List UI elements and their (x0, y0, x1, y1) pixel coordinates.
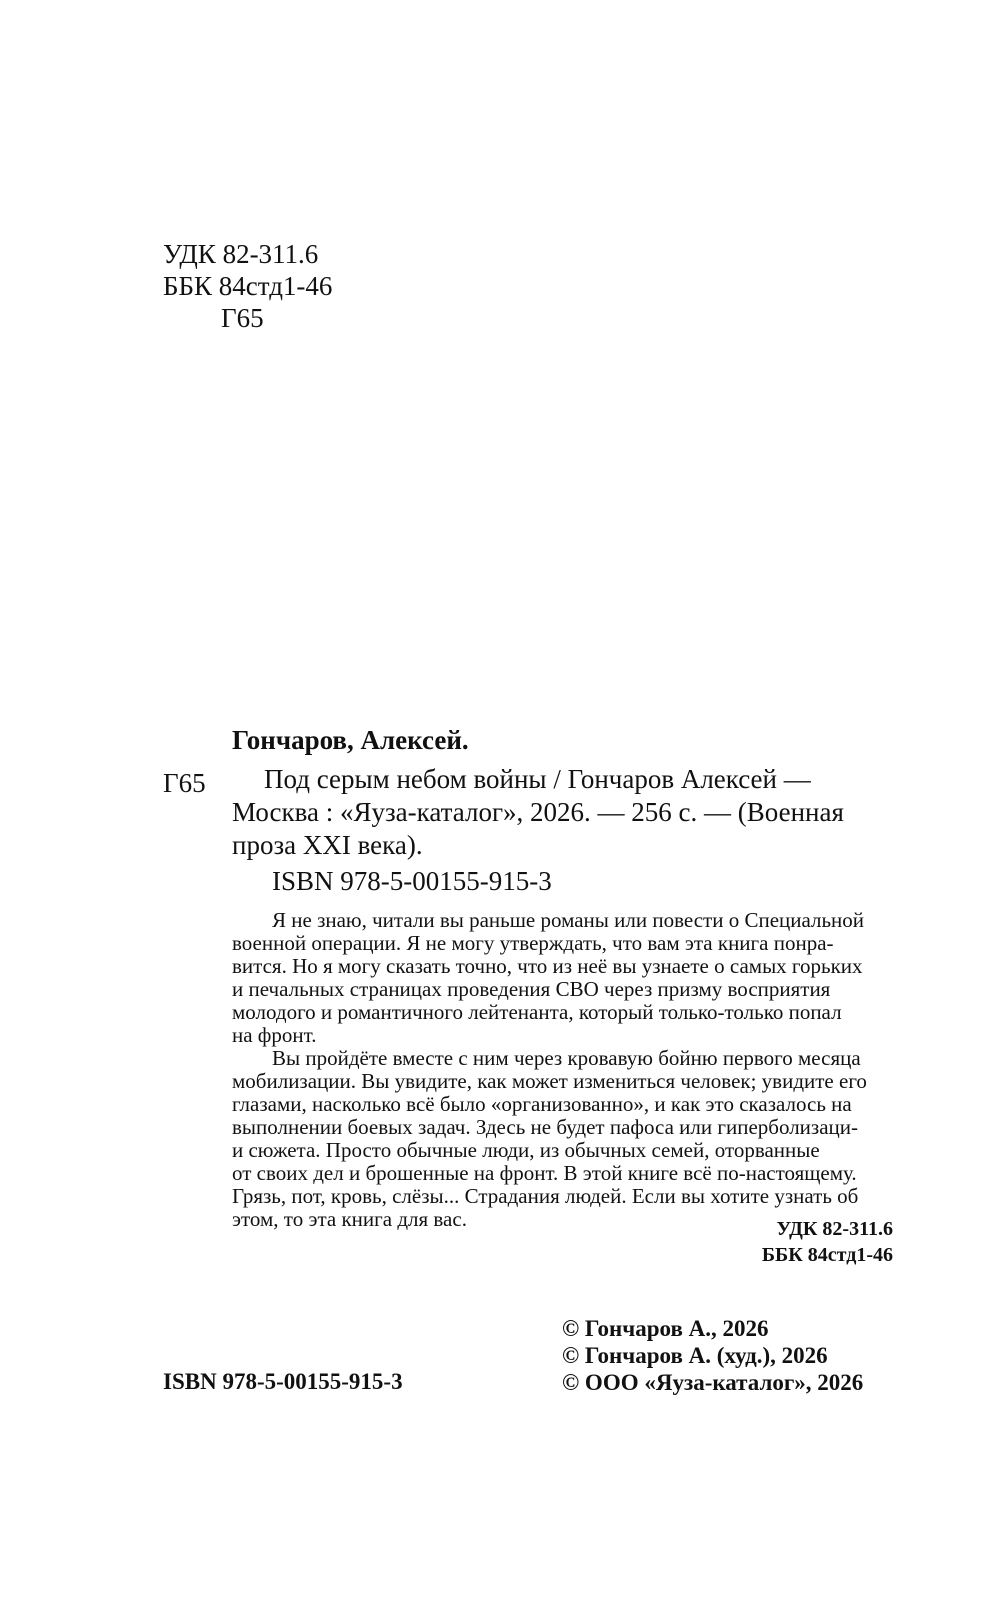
copyright-block (562, 1315, 863, 1396)
annotation-line: вится. Но я могу сказать точно, что из неё вы узнаете о самых горьких (232, 954, 863, 978)
margin-author-mark: Г65 (163, 768, 206, 798)
annotation-line: и печальных страницах проведения СВО через призму восприятия (232, 977, 831, 1001)
copyright-line: © ООО «Яуза-каталог», 2026 (562, 1370, 864, 1395)
annotation-line: глазами, насколько всё было «организованно», и как это сказалось на (232, 1092, 852, 1116)
bib-line: Москва : «Яуза-каталог», 2026. — 256 с. — (Военная (232, 797, 844, 827)
annotation-bbk: ББК 84стд1-46 (761, 1244, 893, 1266)
bibliographic-description (232, 763, 892, 862)
annotation-line: этом, то эта книга для вас. (232, 1207, 467, 1231)
bib-line: проза XXI века). (232, 830, 423, 860)
annotation-line: военной операции. Я не могу утверждать, что вам эта книга понра- (232, 931, 834, 955)
annotation-line: мобилизации. Вы увидите, как может измениться человек; увидите его (232, 1069, 867, 1093)
bib-line: Под серым небом войны / Гончаров Алексей — (264, 764, 811, 794)
annotation-udk: УДК 82-311.6 (776, 1218, 893, 1240)
udk-code: УДК 82-311.6 (163, 239, 319, 269)
annotation-line: на фронт. (232, 1023, 317, 1047)
annotation-line: и сюжета. Просто обычные люди, из обычных семей, оторванные (232, 1138, 820, 1162)
annotation (232, 909, 892, 1231)
annotation-line: молодого и романтичного лейтенанта, который только-только попал (232, 1000, 842, 1024)
author-mark: Г65 (221, 303, 264, 333)
classification-codes (163, 238, 332, 334)
isbn-entry: ISBN 978-5-00155-915-3 (272, 866, 552, 896)
copyright-line: © Гончаров А., 2026 (562, 1316, 769, 1341)
annotation-line: Вы пройдёте вместе с ним через кровавую бойню первого месяца (272, 1046, 861, 1070)
annotation-line: Грязь, пот, кровь, слёзы... Страдания людей. Если вы хотите узнать об (232, 1184, 859, 1208)
bbk-code: ББК 84стд1-46 (163, 271, 333, 301)
annotation-codes (762, 1216, 893, 1268)
annotation-line: от своих дел и брошенные на фронт. В этой книге всё по-настоящему. (232, 1161, 857, 1185)
author-heading: Гончаров, Алексей. (232, 725, 469, 755)
annotation-line: Я не знаю, читали вы раньше романы или повести о Специальной (272, 908, 865, 932)
copyright-line: © Гончаров А. (худ.), 2026 (562, 1343, 828, 1368)
isbn-footer: ISBN 978-5-00155-915-3 (163, 1369, 403, 1394)
annotation-line: выполнении боевых задач. Здесь не будет пафоса или гиперболизаци- (232, 1115, 859, 1139)
